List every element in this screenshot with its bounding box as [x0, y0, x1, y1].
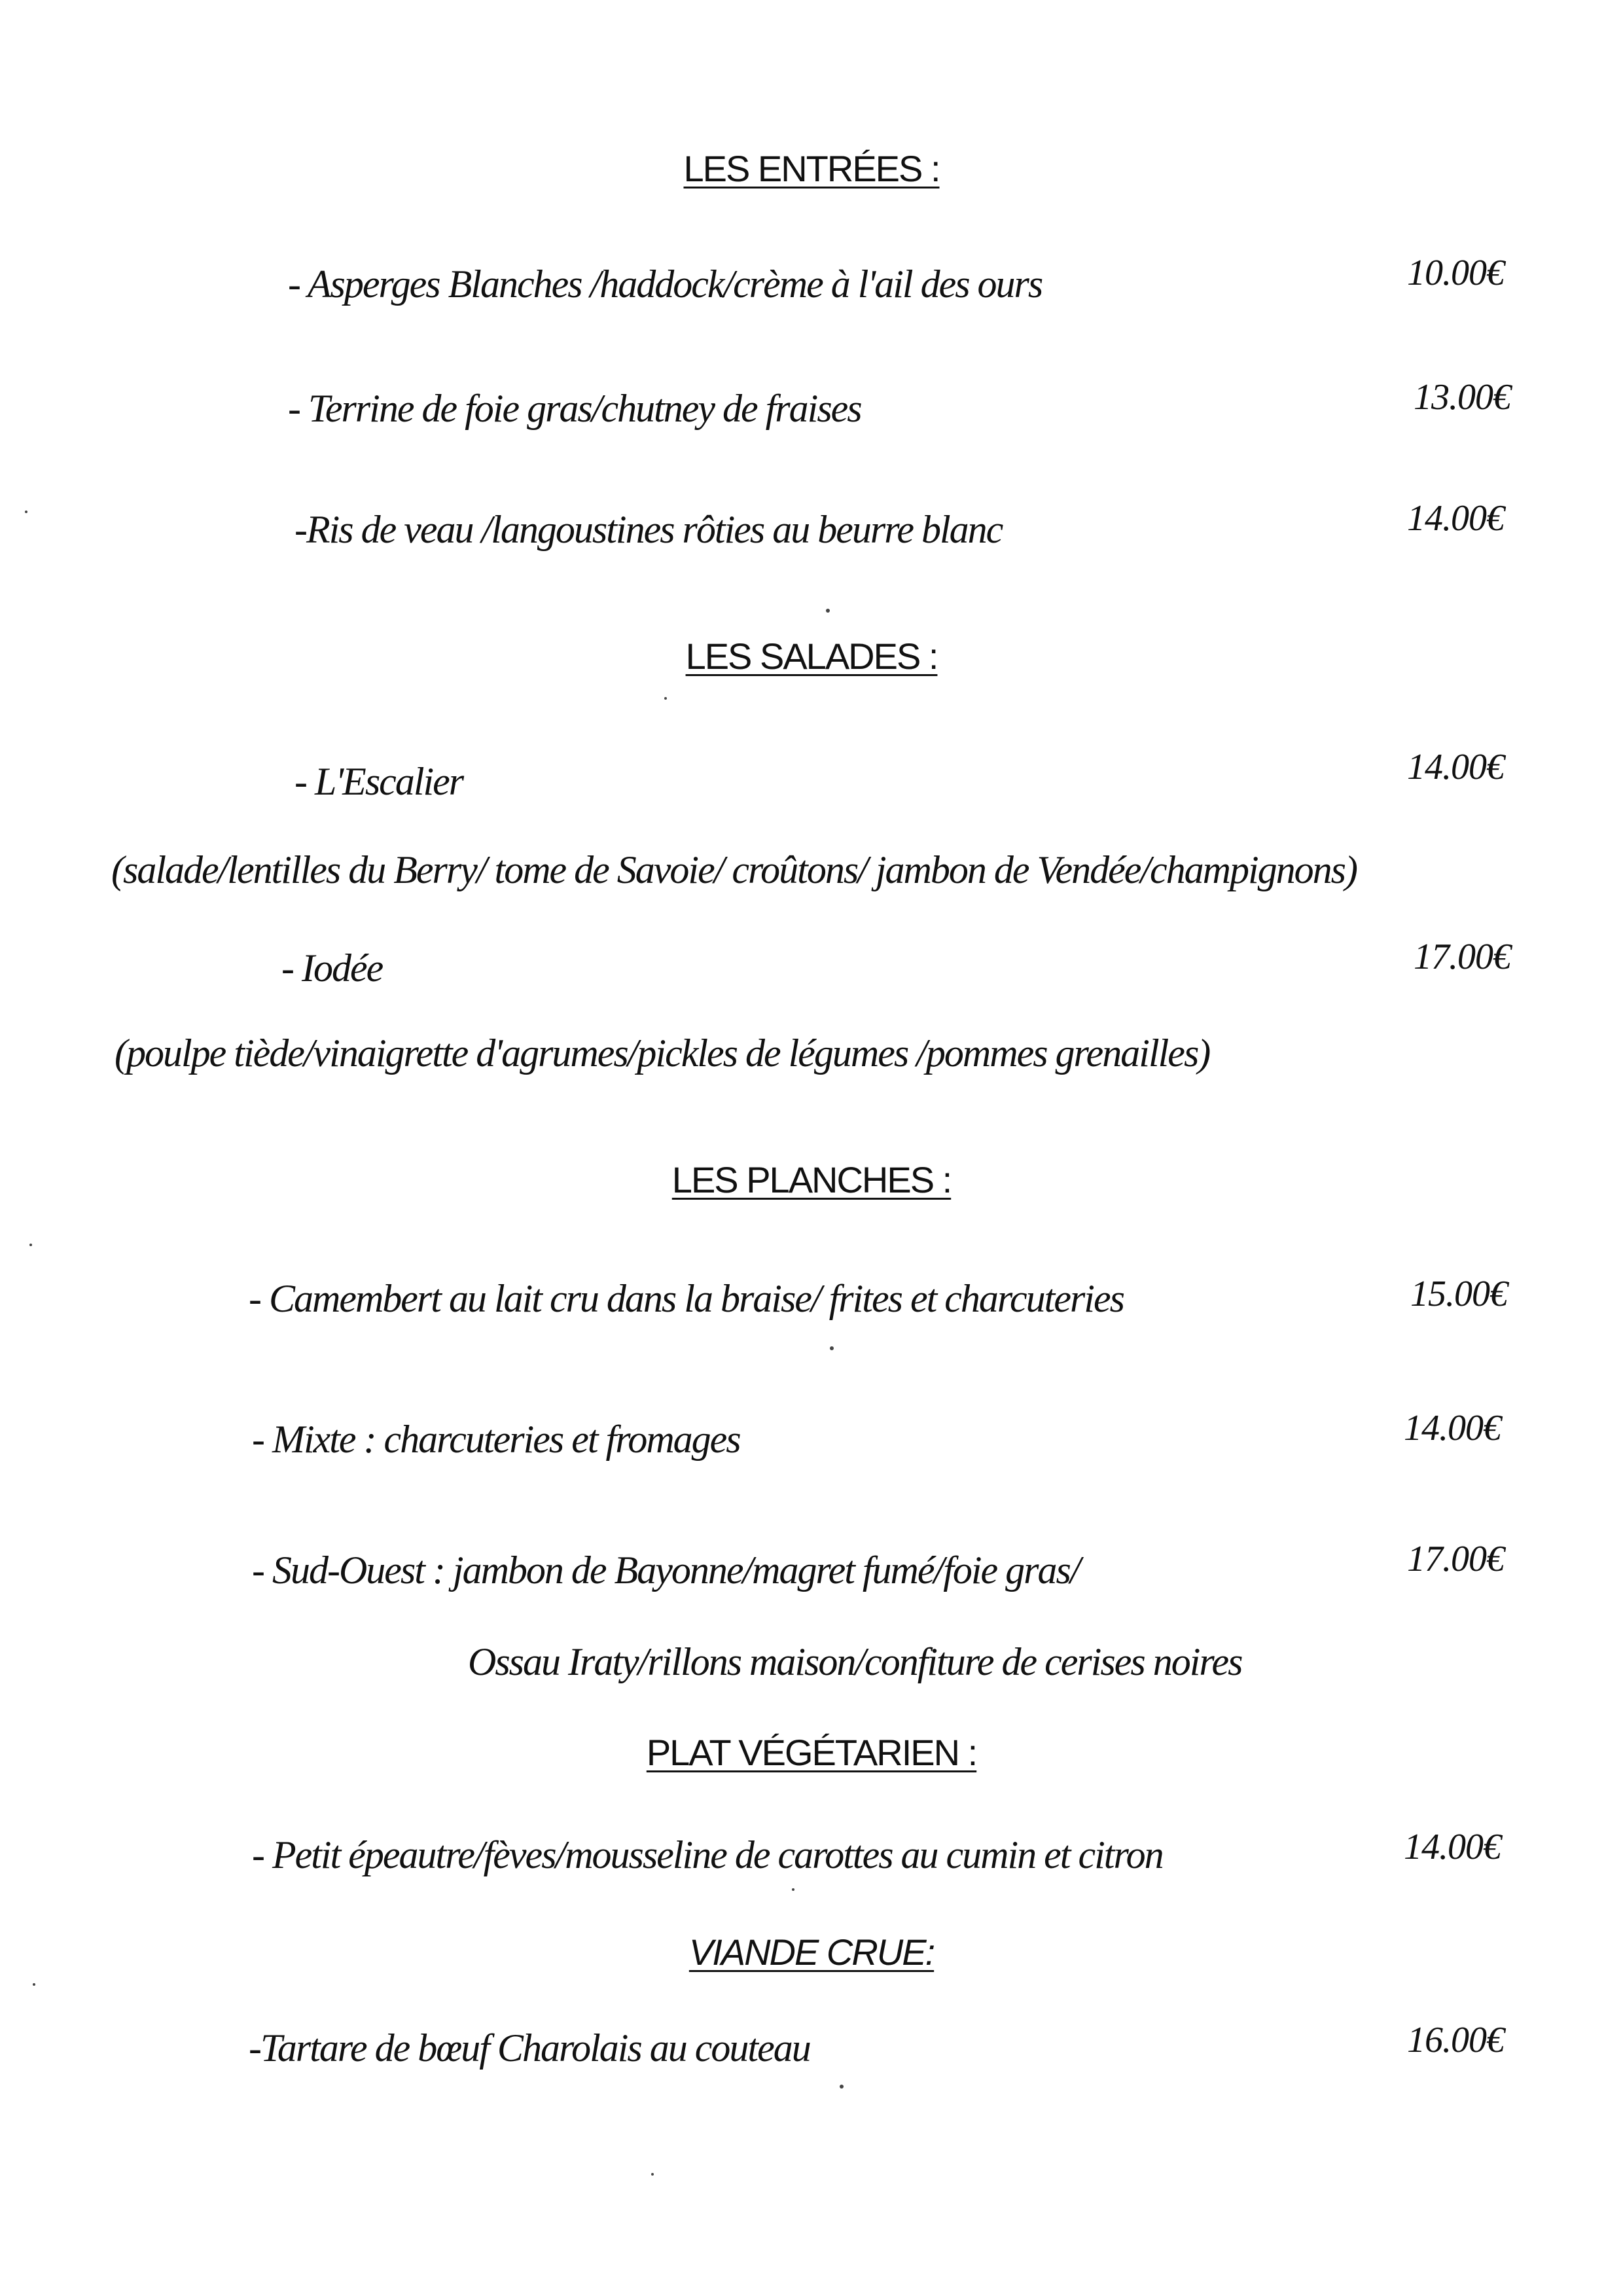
section-heading-entrees	[0, 147, 1623, 190]
section-title: LES PLANCHES :	[671, 1159, 952, 1200]
scan-speck	[651, 2173, 654, 2176]
menu-item-price: 13.00€	[1414, 377, 1510, 418]
menu-item-description: (salade/lentilles du Berry/ tome de Savoie/ croûtons/ jambon de Vendée/champignons)	[111, 848, 1357, 891]
menu-item-name: - Asperges Blanches /haddock/crème à l'ail des ours	[288, 262, 1043, 306]
menu-item-name: - Iodée	[281, 946, 383, 990]
menu-item-price: 16.00€	[1407, 2020, 1504, 2060]
section-heading-salades	[0, 635, 1623, 677]
section-heading-vegetarien	[0, 1731, 1623, 1774]
scan-speck	[664, 697, 667, 700]
section-title: LES SALADES :	[685, 636, 938, 677]
section-heading-viande	[0, 1931, 1623, 1973]
section-title: VIANDE CRUE:	[688, 1931, 935, 1973]
menu-item-name: - Terrine de foie gras/chutney de fraises	[288, 387, 861, 430]
scan-speck	[840, 2085, 844, 2089]
menu-item-price: 17.00€	[1407, 1539, 1504, 1579]
section-heading-planches	[0, 1158, 1623, 1201]
menu-item-name: -Tartare de bœuf Charolais au couteau	[249, 2026, 810, 2070]
menu-item-price: 17.00€	[1414, 937, 1510, 977]
section-title: PLAT VÉGÉTARIEN :	[646, 1732, 977, 1773]
scan-speck	[792, 1888, 794, 1891]
menu-item-description: (poulpe tiède/vinaigrette d'agrumes/pickles de légumes /pommes grenailles)	[115, 1031, 1210, 1075]
menu-item-name: - Sud-Ouest : jambon de Bayonne/magret fumé/foie gras/	[252, 1549, 1080, 1592]
menu-item-name: - Camembert au lait cru dans la braise/ frites et charcuteries	[249, 1277, 1124, 1320]
menu-item-price: 14.00€	[1407, 747, 1504, 787]
section-title: LES ENTRÉES :	[683, 148, 940, 189]
scan-speck	[33, 1983, 35, 1986]
menu-item-price: 14.00€	[1404, 1408, 1501, 1448]
menu-item-price: 14.00€	[1404, 1827, 1501, 1867]
scan-speck	[826, 609, 830, 613]
menu-item-price: 14.00€	[1407, 498, 1504, 539]
menu-item-description: Ossau Iraty/rillons maison/confiture de cerises noires	[468, 1640, 1242, 1683]
menu-item-name: - Petit épeautre/fèves/mousseline de carottes au cumin et citron	[252, 1833, 1163, 1876]
scan-speck	[29, 1244, 32, 1246]
menu-item-name: - L'Escalier	[294, 760, 463, 803]
scan-speck	[830, 1346, 834, 1350]
menu-item-name: -Ris de veau /langoustines rôties au beurre blanc	[294, 508, 1003, 551]
scan-speck	[25, 511, 27, 513]
menu-item-price: 10.00€	[1407, 253, 1504, 293]
menu-item-price: 15.00€	[1410, 1274, 1507, 1314]
menu-item-name: - Mixte : charcuteries et fromages	[252, 1418, 740, 1461]
